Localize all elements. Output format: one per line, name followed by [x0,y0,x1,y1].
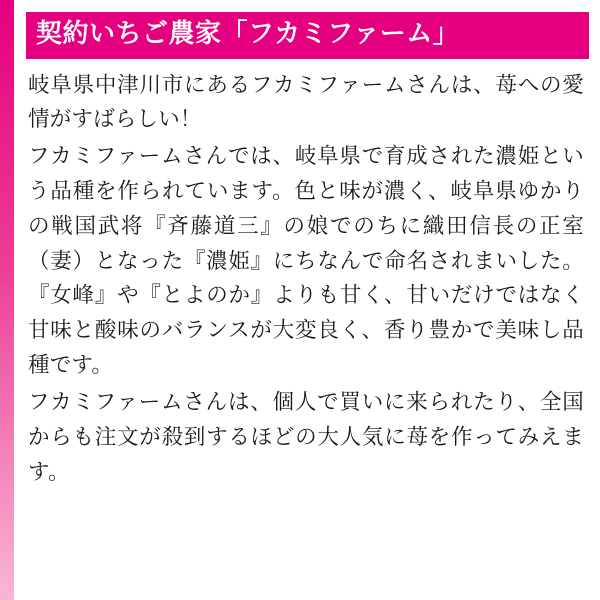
body-text [28,69,584,491]
document-content [14,0,600,600]
paragraph-1: 岐阜県中津川市にあるフカミファームさんは、苺への愛情がすばらしい！ [28,72,584,133]
left-accent-bar [0,0,14,600]
paragraph-3: フカミファームさんは、個人で買いに来られたり、全国からも注文が殺到するほどの大人気に苺を作ってみえます。 [28,389,584,485]
paragraph-2: フカミファームさんでは、岐阜県で育成された濃姫という品種を作られています。色と味が濃く、岐阜県ゆかりの戦国武将『斉藤道三』の娘でのちに織田信長の正室（妻）となった『濃姫』にちなんで命名されまいした。『女峰』や『とよのか』よりも甘く、甘いだけではなく甘味と酸味のバランスが大変良く、香り豊かで美味し品種です。 [28,144,584,379]
page-title: 契約いちご農家「フカミファーム」 [26,12,589,59]
